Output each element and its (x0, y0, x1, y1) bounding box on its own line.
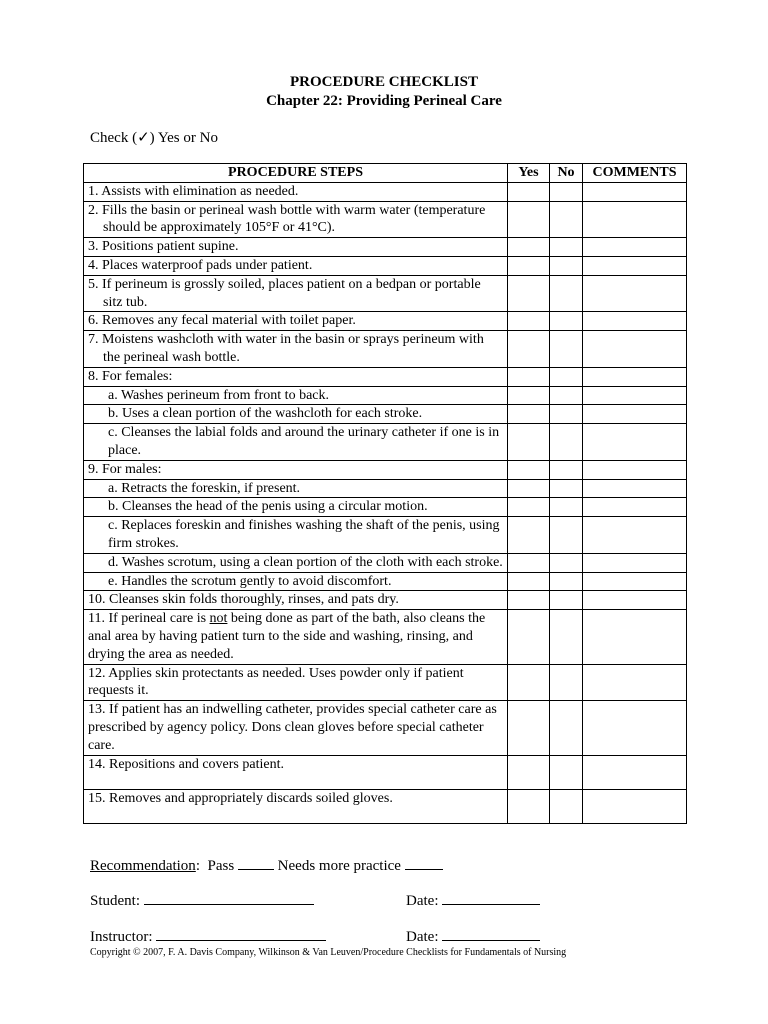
yes-cell[interactable] (508, 460, 550, 479)
table-row (84, 701, 687, 755)
table-row (84, 460, 687, 479)
table-row (84, 312, 687, 331)
page-subtitle: Chapter 22: Providing Perineal Care (266, 93, 502, 109)
table-row (84, 610, 687, 664)
comments-cell[interactable] (583, 664, 687, 701)
table-row (84, 479, 687, 498)
no-cell[interactable] (550, 331, 583, 368)
comments-cell[interactable] (583, 591, 687, 610)
procedure-step (84, 386, 508, 405)
no-cell[interactable] (550, 201, 583, 238)
pass-label: Pass (207, 858, 235, 874)
procedure-step (84, 591, 508, 610)
comments-cell[interactable] (583, 701, 687, 755)
no-cell[interactable] (550, 517, 583, 554)
no-cell[interactable] (550, 182, 583, 201)
no-cell[interactable] (550, 312, 583, 331)
step-text: 13. If patient has an indwelling catheter, provides special catheter care as prescribed by agency policy. Dons clean gloves before special catheter care. (88, 702, 497, 753)
instructor-line (90, 927, 326, 946)
comments-cell[interactable] (583, 275, 687, 312)
yes-cell[interactable] (508, 312, 550, 331)
comments-cell[interactable] (583, 610, 687, 664)
no-cell[interactable] (550, 256, 583, 275)
yes-cell[interactable] (508, 201, 550, 238)
yes-cell[interactable] (508, 610, 550, 664)
comments-cell[interactable] (583, 405, 687, 424)
yes-cell[interactable] (508, 479, 550, 498)
step-text: 1. Assists with elimination as needed. (88, 183, 299, 199)
needs-practice-label: Needs more practice (277, 858, 401, 874)
no-cell[interactable] (550, 553, 583, 572)
step-text: a. Washes perineum from front to back. (108, 387, 329, 403)
no-cell[interactable] (550, 424, 583, 461)
no-cell[interactable] (550, 610, 583, 664)
student-blank[interactable] (144, 891, 314, 905)
header-no: No (550, 164, 583, 183)
comments-cell[interactable] (583, 755, 687, 789)
comments-cell[interactable] (583, 386, 687, 405)
needs-practice-blank[interactable] (405, 856, 443, 870)
no-cell[interactable] (550, 479, 583, 498)
step-text: 10. Cleanses skin folds thoroughly, rinses, and pats dry. (88, 592, 399, 608)
yes-cell[interactable] (508, 331, 550, 368)
step-text: 7. Moistens washcloth with water in the basin or sprays perineum with the perineal wash bottle. (88, 332, 484, 365)
table-row (84, 201, 687, 238)
procedure-step (84, 789, 508, 823)
recommendation-line: Recommendation: Pass Needs more practice (90, 856, 443, 875)
procedure-step (84, 256, 508, 275)
procedure-step (84, 517, 508, 554)
yes-cell[interactable] (508, 182, 550, 201)
comments-cell[interactable] (583, 479, 687, 498)
comments-cell[interactable] (583, 201, 687, 238)
table-row (84, 405, 687, 424)
step-text: b. Uses a clean portion of the washcloth for each stroke. (108, 406, 423, 422)
step-text: 11. If perineal care is (88, 611, 210, 627)
comments-cell[interactable] (583, 553, 687, 572)
procedure-step (84, 238, 508, 257)
student-line (90, 891, 314, 910)
copyright-notice: Copyright © 2007, F. A. Davis Company, Wilkinson & Van Leuven/Procedure Checklists for Fundamentals of Nursing (90, 947, 567, 958)
yes-cell[interactable] (508, 405, 550, 424)
no-cell[interactable] (550, 664, 583, 701)
table-row (84, 517, 687, 554)
comments-cell[interactable] (583, 367, 687, 386)
procedure-step (84, 275, 508, 312)
step-text: 4. Places waterproof pads under patient. (88, 257, 313, 273)
yes-cell[interactable] (508, 275, 550, 312)
step-text: 12. Applies skin protectants as needed. Uses powder only if patient requests it. (88, 665, 464, 699)
pass-blank[interactable] (238, 856, 274, 870)
no-cell[interactable] (550, 367, 583, 386)
step-text: b. Cleanses the head of the penis using a circular motion. (108, 499, 428, 515)
instructor-date-blank[interactable] (442, 927, 540, 941)
procedure-step (84, 405, 508, 424)
step-text: 9. For males: (88, 461, 162, 477)
step-text: 3. Positions patient supine. (88, 239, 239, 255)
no-cell[interactable] (550, 498, 583, 517)
step-text: 2. Fills the basin or perineal wash bottle with warm water (temperature should be approximately 105°F or 41°C). (88, 202, 486, 236)
procedure-step (84, 479, 508, 498)
table-row (84, 386, 687, 405)
procedure-step (84, 312, 508, 331)
table-header-row (84, 164, 687, 183)
instructor-blank[interactable] (156, 927, 326, 941)
table-row (84, 553, 687, 572)
yes-cell[interactable] (508, 664, 550, 701)
yes-cell[interactable] (508, 424, 550, 461)
recommendation-label: Recommendation (90, 858, 196, 874)
procedure-checklist-table (83, 163, 687, 824)
table-row (84, 256, 687, 275)
check-instruction: Check (✓) Yes or No (90, 130, 218, 146)
page-title: PROCEDURE CHECKLIST (290, 74, 478, 90)
header-comments: COMMENTS (583, 164, 687, 183)
yes-cell[interactable] (508, 591, 550, 610)
step-text: being done as part of the bath, also cleans the anal area by having patient turn to the side and washing, rinsing, and drying the area as needed. (88, 611, 486, 662)
no-cell[interactable] (550, 755, 583, 789)
comments-cell[interactable] (583, 572, 687, 591)
yes-cell[interactable] (508, 789, 550, 823)
comments-cell[interactable] (583, 517, 687, 554)
comments-cell[interactable] (583, 312, 687, 331)
procedure-step (84, 755, 508, 789)
step-text: c. Replaces foreskin and finishes washing the shaft of the penis, using firm strokes. (108, 518, 500, 551)
procedure-step (84, 701, 508, 755)
comments-cell[interactable] (583, 789, 687, 823)
comments-cell[interactable] (583, 182, 687, 201)
student-date-line (406, 891, 540, 910)
table-row (84, 789, 687, 823)
no-cell[interactable] (550, 591, 583, 610)
step-text: 6. Removes any fecal material with toilet paper. (88, 313, 356, 329)
yes-cell[interactable] (508, 386, 550, 405)
procedure-step (84, 424, 508, 461)
table-row (84, 572, 687, 591)
comments-cell[interactable] (583, 460, 687, 479)
no-cell[interactable] (550, 572, 583, 591)
no-cell[interactable] (550, 238, 583, 257)
header-procedure-steps: PROCEDURE STEPS (84, 164, 508, 183)
comments-cell[interactable] (583, 256, 687, 275)
procedure-step (84, 610, 508, 664)
procedure-step (84, 201, 508, 238)
no-cell[interactable] (550, 405, 583, 424)
table-row (84, 367, 687, 386)
no-cell[interactable] (550, 275, 583, 312)
step-text: d. Washes scrotum, using a clean portion of the cloth with each stroke. (108, 554, 503, 570)
yes-cell[interactable] (508, 238, 550, 257)
step-text: c. Cleanses the labial folds and around the urinary catheter if one is in place. (108, 425, 500, 458)
yes-cell[interactable] (508, 367, 550, 386)
header-yes: Yes (508, 164, 550, 183)
table-row (84, 424, 687, 461)
procedure-step (84, 182, 508, 201)
procedure-step (84, 553, 508, 572)
yes-cell[interactable] (508, 572, 550, 591)
instructor-label: Instructor: (90, 929, 153, 945)
comments-cell[interactable] (583, 424, 687, 461)
no-cell[interactable] (550, 460, 583, 479)
procedure-step (84, 498, 508, 517)
procedure-step (84, 367, 508, 386)
instructor-date-label: Date: (406, 929, 439, 945)
student-date-label: Date: (406, 893, 439, 909)
yes-cell[interactable] (508, 701, 550, 755)
table-row (84, 664, 687, 701)
step-text: 8. For females: (88, 368, 173, 384)
table-row (84, 331, 687, 368)
step-text: a. Retracts the foreskin, if present. (108, 480, 301, 496)
table-row (84, 238, 687, 257)
step-text: 15. Removes and appropriately discards soiled gloves. (88, 790, 393, 806)
procedure-step (84, 572, 508, 591)
procedure-step (84, 460, 508, 479)
yes-cell[interactable] (508, 498, 550, 517)
student-date-blank[interactable] (442, 891, 540, 905)
yes-cell[interactable] (508, 553, 550, 572)
yes-cell[interactable] (508, 256, 550, 275)
no-cell[interactable] (550, 789, 583, 823)
step-text-emphasis: not (209, 611, 228, 627)
procedure-step (84, 331, 508, 368)
step-text: 5. If perineum is grossly soiled, places patient on a bedpan or portable sitz tub. (88, 276, 481, 310)
table-row (84, 182, 687, 201)
table-row (84, 755, 687, 789)
comments-cell[interactable] (583, 238, 687, 257)
no-cell[interactable] (550, 701, 583, 755)
yes-cell[interactable] (508, 755, 550, 789)
student-label: Student: (90, 893, 141, 909)
table-row (84, 498, 687, 517)
comments-cell[interactable] (583, 331, 687, 368)
step-text: e. Handles the scrotum gently to avoid discomfort. (108, 573, 392, 589)
table-row (84, 591, 687, 610)
step-text: 14. Repositions and covers patient. (88, 756, 284, 772)
procedure-step (84, 664, 508, 701)
instructor-date-line (406, 927, 540, 946)
table-row (84, 275, 687, 312)
no-cell[interactable] (550, 386, 583, 405)
yes-cell[interactable] (508, 517, 550, 554)
comments-cell[interactable] (583, 498, 687, 517)
